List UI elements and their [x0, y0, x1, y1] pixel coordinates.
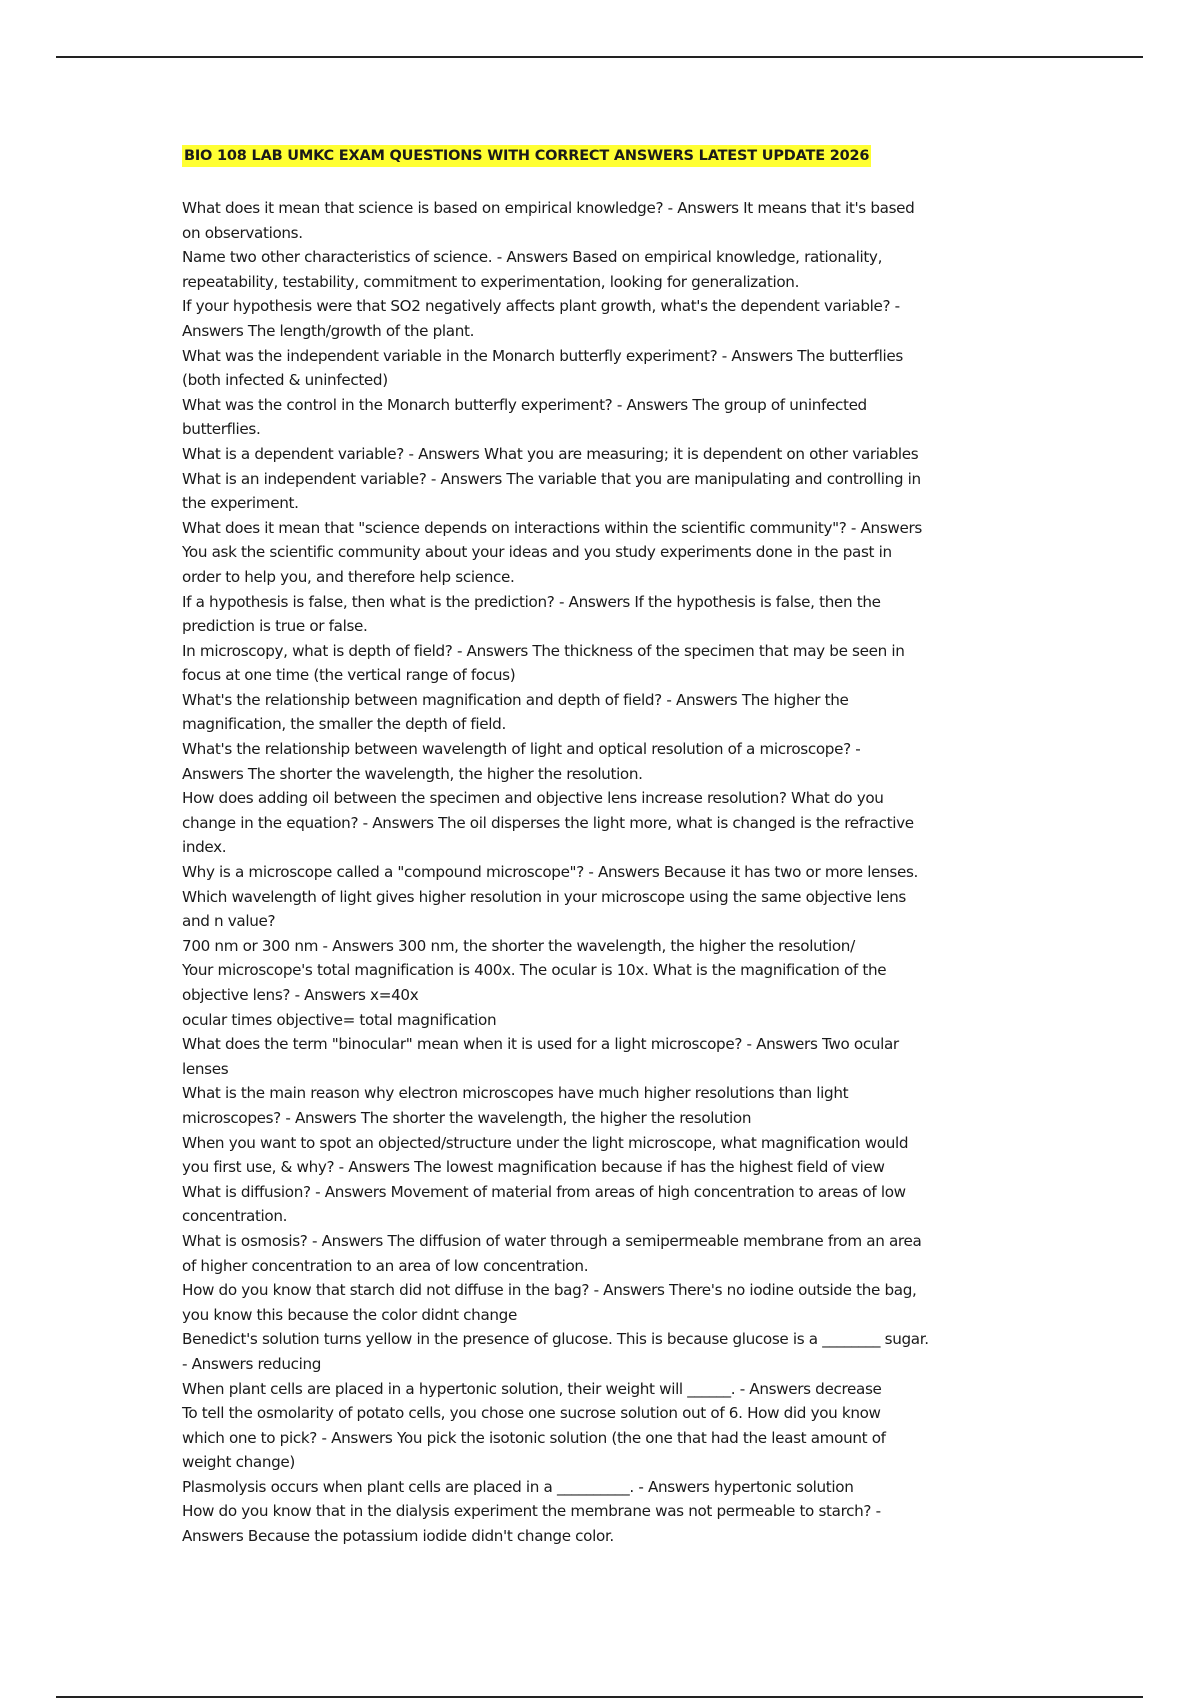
question-answer-list — [182, 196, 1022, 1549]
title-block — [182, 145, 871, 167]
qa-item: When you want to spot an objected/structure under the light microscope, what magnification would you first use, & why? - Answers The lowest magnification because if has the highest field of view — [182, 1133, 909, 1177]
qa-item: What's the relationship between magnification and depth of field? - Answers The higher the magnification, the smaller the depth of field. — [182, 690, 849, 734]
qa-item: How do you know that starch did not diffuse in the bag? - Answers There's no iodine outside the bag, you know this because the color didnt change — [182, 1281, 917, 1324]
qa-item: To tell the osmolarity of potato cells, you chose one sucrose solution out of 6. How did you know which one to pick? - Answers You pick the isotonic solution (the one that had the least amount of weight change) — [182, 1404, 886, 1472]
qa-item: What does it mean that science is based on empirical knowledge? - Answers It means that it's based on observations. — [182, 199, 915, 242]
qa-item: What is the main reason why electron microscopes have much higher resolutions than light microscopes? - Answers The shorter the wavelength, the higher the resolution — [182, 1084, 849, 1127]
qa-item: If a hypothesis is false, then what is the prediction? - Answers If the hypothesis is false, then the prediction is true or false. — [182, 592, 881, 636]
qa-item: Name two other characteristics of science. - Answers Based on empirical knowledge, rationality, repeatability, testability, commitment to experimentation, looking for generalization. — [182, 248, 883, 291]
qa-item: If your hypothesis were that SO2 negatively affects plant growth, what's the dependent variable? - Answers The length/growth of the plant. — [182, 297, 900, 340]
qa-item: What was the independent variable in the Monarch butterfly experiment? - Answers The butterflies (both infected & uninfected) — [182, 346, 903, 390]
qa-item: Which wavelength of light gives higher resolution in your microscope using the same objective lens and n value? 700 nm or 300 nm - Answers 300 nm, the shorter the wavelength, the higher the resolution/ — [182, 887, 906, 955]
bottom-divider — [56, 1696, 1143, 1698]
qa-item: What does it mean that "science depends on interactions within the scientific community"? - Answers You ask the scientific community about your ideas and you study experiments done in the past in order to help you, and therefore help science. — [182, 518, 922, 586]
qa-item: What is an independent variable? - Answers The variable that you are manipulating and controlling in the experiment. — [182, 469, 921, 513]
qa-item: Benedict's solution turns yellow in the presence of glucose. This is because glucose is a ________ sugar. - Answers reducing — [182, 1330, 929, 1373]
qa-item: What is a dependent variable? - Answers What you are measuring; it is dependent on other variables — [182, 444, 919, 463]
document-title: BIO 108 LAB UMKC EXAM QUESTIONS WITH CORRECT ANSWERS LATEST UPDATE 2026 — [182, 145, 871, 167]
qa-item: What was the control in the Monarch butterfly experiment? - Answers The group of uninfected butterflies. — [182, 395, 867, 439]
qa-item: How do you know that in the dialysis experiment the membrane was not permeable to starch? - Answers Because the potassium iodide didn't change color. — [182, 1502, 881, 1546]
qa-item: When plant cells are placed in a hypertonic solution, their weight will ______. - Answers decrease — [182, 1379, 882, 1398]
qa-item: Your microscope's total magnification is 400x. The ocular is 10x. What is the magnification of the objective lens? - Answers x=40x ocular times objective= total magnification — [182, 961, 887, 1029]
top-divider — [56, 56, 1143, 58]
qa-item: Plasmolysis occurs when plant cells are placed in a __________. - Answers hypertonic solution — [182, 1477, 854, 1496]
qa-item: In microscopy, what is depth of field? - Answers The thickness of the specimen that may be seen in focus at one time (the vertical range of focus) — [182, 641, 905, 685]
qa-item: How does adding oil between the specimen and objective lens increase resolution? What do you change in the equation? - Answers The oil disperses the light more, what is changed is the refractive index. — [182, 789, 914, 857]
qa-item: What's the relationship between wavelength of light and optical resolution of a microscope? - Answers The shorter the wavelength, the higher the resolution. — [182, 740, 861, 783]
qa-item: What is diffusion? - Answers Movement of material from areas of high concentration to areas of low concentration. — [182, 1182, 906, 1226]
qa-item: Why is a microscope called a "compound microscope"? - Answers Because it has two or more lenses. — [182, 863, 918, 882]
qa-item: What does the term "binocular" mean when it is used for a light microscope? - Answers Two ocular lenses — [182, 1035, 899, 1078]
qa-item: What is osmosis? - Answers The diffusion of water through a semipermeable membrane from an area of higher concentration to an area of low concentration. — [182, 1231, 922, 1275]
